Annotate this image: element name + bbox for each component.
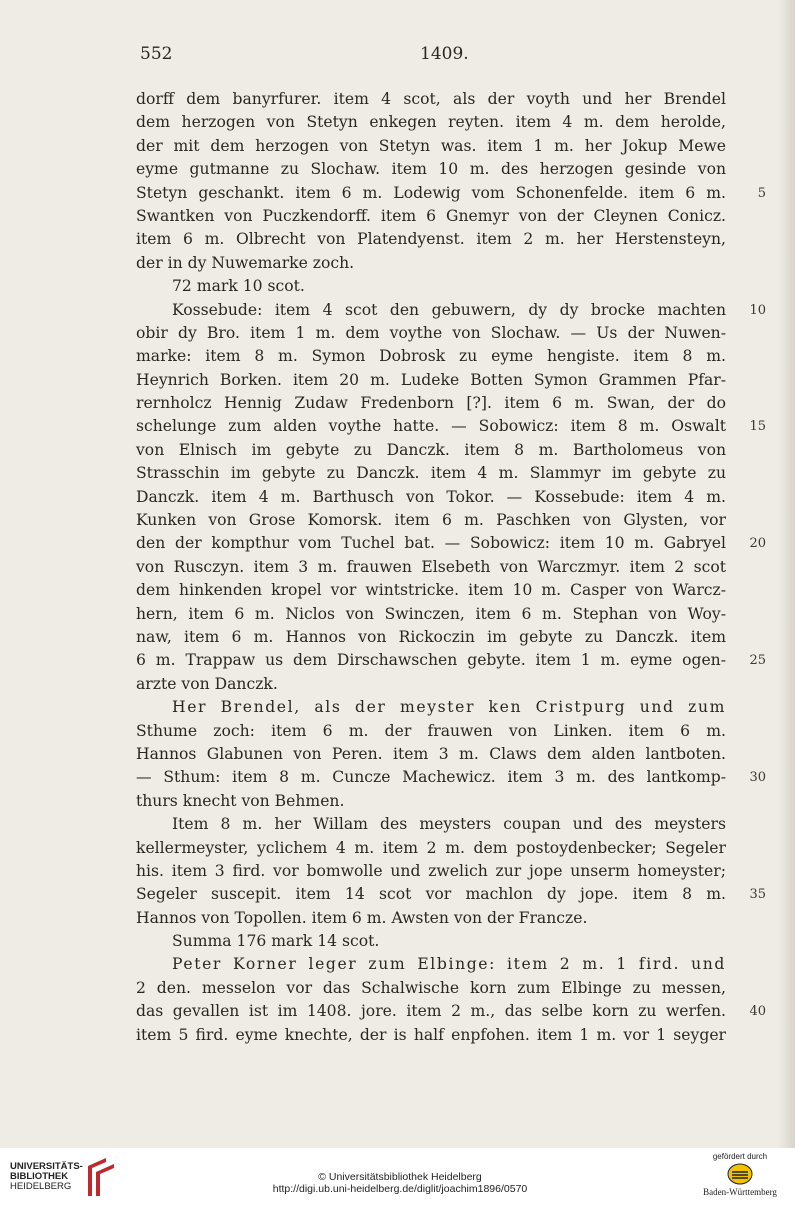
line-number: 30 bbox=[749, 770, 766, 786]
text-line-content: Hannos von Topollen. item 6 m. Awsten von der Francze. bbox=[136, 908, 588, 927]
text-line bbox=[136, 790, 726, 813]
text-line bbox=[136, 883, 766, 906]
text-line-content: Strasschin im gebyte zu Danczk. item 4 m. Slammyr im gebyte zu bbox=[136, 464, 726, 483]
sponsor-block bbox=[690, 1152, 790, 1197]
text-line bbox=[136, 252, 726, 275]
line-number: 15 bbox=[749, 419, 766, 435]
text-line bbox=[136, 345, 726, 368]
text-line bbox=[136, 486, 726, 509]
sponsor-name: Baden-Württemberg bbox=[703, 1187, 777, 1197]
text-line-content: Danczk. item 4 m. Barthusch von Tokor. — Kossebude: item 4 m. bbox=[136, 487, 726, 506]
text-line-content: naw, item 6 m. Hannos von Rickoczin im gebyte zu Danczk. item bbox=[136, 627, 726, 646]
text-line bbox=[136, 322, 726, 345]
text-line bbox=[136, 182, 766, 205]
text-line bbox=[136, 743, 726, 766]
text-line-content: rernholcz Hennig Zudaw Fredenborn [?]. item 6 m. Swan, der do bbox=[136, 394, 726, 413]
text-line-content: Stetyn geschankt. item 6 m. Lodewig vom Schonenfelde. item 6 m. bbox=[136, 183, 726, 202]
text-line bbox=[136, 649, 766, 672]
text-line-content: eyme gutmanne zu Slochaw. item 10 m. des herzogen gesinde von bbox=[136, 160, 726, 179]
text-line bbox=[136, 813, 726, 836]
text-line bbox=[136, 977, 726, 1000]
sponsor-label: gefördert durch bbox=[712, 1152, 768, 1161]
body-text bbox=[136, 88, 766, 1047]
text-line-content: 2 den. messelon vor das Schalwische korn zum Elbinge zu messen, bbox=[136, 978, 726, 997]
text-line-content: Segeler suscepit. item 14 scot vor machlon dy jope. item 8 m. bbox=[136, 885, 726, 904]
text-line-content: item 6 m. Olbrecht von Platendyenst. item 2 m. her Herstensteyn, bbox=[136, 230, 726, 249]
text-line bbox=[136, 299, 766, 322]
text-line bbox=[136, 626, 726, 649]
text-line bbox=[136, 673, 726, 696]
text-line-content: dorff dem banyrfurer. item 4 scot, als der voyth und her Brendel bbox=[136, 90, 726, 108]
text-line-content: das gevallen ist im 1408. jore. item 2 m., das selbe korn zu werfen. bbox=[136, 1002, 726, 1021]
text-line-content: Hannos Glabunen von Peren. item 3 m. Claws dem alden lantboten. bbox=[136, 744, 726, 763]
text-line-content: Peter Korner leger zum Elbinge: item 2 m. 1 fird. und bbox=[172, 955, 726, 974]
text-line bbox=[136, 766, 766, 789]
library-name-line2: BIBLIOTHEK bbox=[10, 1171, 69, 1182]
text-line-content: arzte von Danczk. bbox=[136, 674, 278, 693]
text-line bbox=[136, 111, 726, 134]
text-line bbox=[136, 556, 726, 579]
text-line bbox=[136, 930, 726, 953]
text-line bbox=[136, 1000, 766, 1023]
text-line bbox=[136, 603, 726, 626]
copyright-text: © Universitätsbibliothek Heidelberg bbox=[318, 1171, 482, 1183]
text-line-content: von Elnisch im gebyte zu Danczk. item 8 m. Bartholomeus von bbox=[136, 440, 726, 459]
text-line-content: 72 mark 10 scot. bbox=[172, 277, 305, 296]
text-line-content: hern, item 6 m. Niclos von Swinczen, item 6 m. Stephan von Woy- bbox=[136, 604, 726, 623]
text-line-content: Item 8 m. her Willam des meysters coupan und des meysters bbox=[172, 815, 726, 834]
text-line-content: Kunken von Grose Komorsk. item 6 m. Paschken von Glysten, vor bbox=[136, 511, 726, 530]
text-line-content: Kossebude: item 4 scot den gebuwern, dy dy brocke machten bbox=[172, 300, 726, 319]
text-line bbox=[136, 907, 726, 930]
text-line-content: 6 m. Trappaw us dem Dirschawschen gebyte. item 1 m. eyme ogen- bbox=[136, 651, 726, 670]
text-line bbox=[136, 135, 726, 158]
text-line-content: der in dy Nuwemarke zoch. bbox=[136, 253, 355, 272]
page-edge-shadow bbox=[778, 0, 795, 1148]
text-line bbox=[136, 720, 726, 743]
library-logo-mark-icon bbox=[84, 1156, 118, 1198]
text-line bbox=[136, 439, 726, 462]
line-number: 40 bbox=[749, 1004, 766, 1020]
library-name-line1: UNIVERSITÄTS- bbox=[10, 1161, 83, 1172]
text-line bbox=[136, 696, 726, 719]
text-line bbox=[136, 579, 726, 602]
text-line-content: Swantken von Puczkendorff. item 6 Gnemyr von der Cleynen Conicz. bbox=[136, 206, 726, 225]
text-line-content: schelunge zum alden voythe hatte. — Sobowicz: item 8 m. Oswalt bbox=[136, 417, 726, 436]
line-number: 10 bbox=[749, 302, 766, 318]
text-line-content: Summa 176 mark 14 scot. bbox=[172, 932, 380, 951]
text-line bbox=[136, 392, 726, 415]
text-line bbox=[136, 275, 726, 298]
text-line bbox=[136, 158, 726, 181]
text-line-content: den der kompthur vom Tuchel bat. — Sobowicz: item 10 m. Gabryel bbox=[136, 534, 726, 553]
text-line-content: his. item 3 fird. vor bomwolle und zwelich zur jope unserm homeyster; bbox=[136, 861, 726, 880]
running-head-year: 1409. bbox=[420, 44, 469, 64]
text-line bbox=[136, 837, 726, 860]
library-name-line3: HEIDELBERG bbox=[10, 1181, 72, 1192]
text-line-content: der mit dem herzogen von Stetyn was. item 1 m. her Jokup Mewe bbox=[136, 136, 726, 155]
copyright-notice bbox=[250, 1171, 550, 1195]
text-line bbox=[136, 462, 726, 485]
text-line bbox=[136, 228, 726, 251]
text-line-content: Her Brendel, als der meyster ken Cristpurg und zum bbox=[172, 698, 726, 717]
footer-bar bbox=[0, 1148, 795, 1205]
line-number: 20 bbox=[749, 536, 766, 552]
text-line-content: marke: item 8 m. Symon Dobrosk zu eyme hengiste. item 8 m. bbox=[136, 347, 726, 366]
text-line bbox=[136, 860, 726, 883]
text-line-content: thurs knecht von Behmen. bbox=[136, 791, 345, 810]
text-line-content: — Sthum: item 8 m. Cuncze Machewicz. item 3 m. des lantkomp- bbox=[136, 768, 726, 787]
text-line bbox=[136, 205, 726, 228]
text-line bbox=[136, 532, 766, 555]
text-line-content: Heynrich Borken. item 20 m. Ludeke Botten Symon Grammen Pfar- bbox=[136, 370, 726, 389]
text-line-content: item 5 fird. eyme knechte, der is half enpfohen. item 1 m. vor 1 seyger bbox=[136, 1025, 726, 1044]
text-line-content: von Rusczyn. item 3 m. frauwen Elsebeth von Warczmyr. item 2 scot bbox=[136, 557, 726, 576]
text-line bbox=[136, 369, 726, 392]
text-line bbox=[136, 953, 726, 976]
text-line bbox=[136, 88, 726, 111]
text-line-content: dem herzogen von Stetyn enkegen reyten. item 4 m. dem herolde, bbox=[136, 113, 726, 132]
library-logo[interactable] bbox=[10, 1156, 120, 1198]
text-line-content: dem hinkenden kropel vor wintstricke. item 10 m. Casper von Warcz- bbox=[136, 581, 726, 600]
text-line-content: kellermeyster, yclichem 4 m. item 2 m. dem postoydenbecker; Segeler bbox=[136, 838, 726, 857]
text-line bbox=[136, 509, 726, 532]
text-line bbox=[136, 415, 766, 438]
text-line-content: obir dy Bro. item 1 m. dem voythe von Slochaw. — Us der Nuwen- bbox=[136, 323, 726, 342]
line-number: 35 bbox=[749, 887, 766, 903]
state-seal-icon bbox=[727, 1163, 753, 1185]
line-number: 25 bbox=[749, 653, 766, 669]
page-number: 552 bbox=[140, 44, 173, 64]
line-number: 5 bbox=[757, 185, 766, 201]
text-line bbox=[136, 1024, 726, 1047]
text-line-content: Sthume zoch: item 6 m. der frauwen von Linken. item 6 m. bbox=[136, 721, 726, 740]
permalink[interactable]: http://digi.ub.uni-heidelberg.de/diglit/joachim1896/0570 bbox=[272, 1183, 528, 1195]
